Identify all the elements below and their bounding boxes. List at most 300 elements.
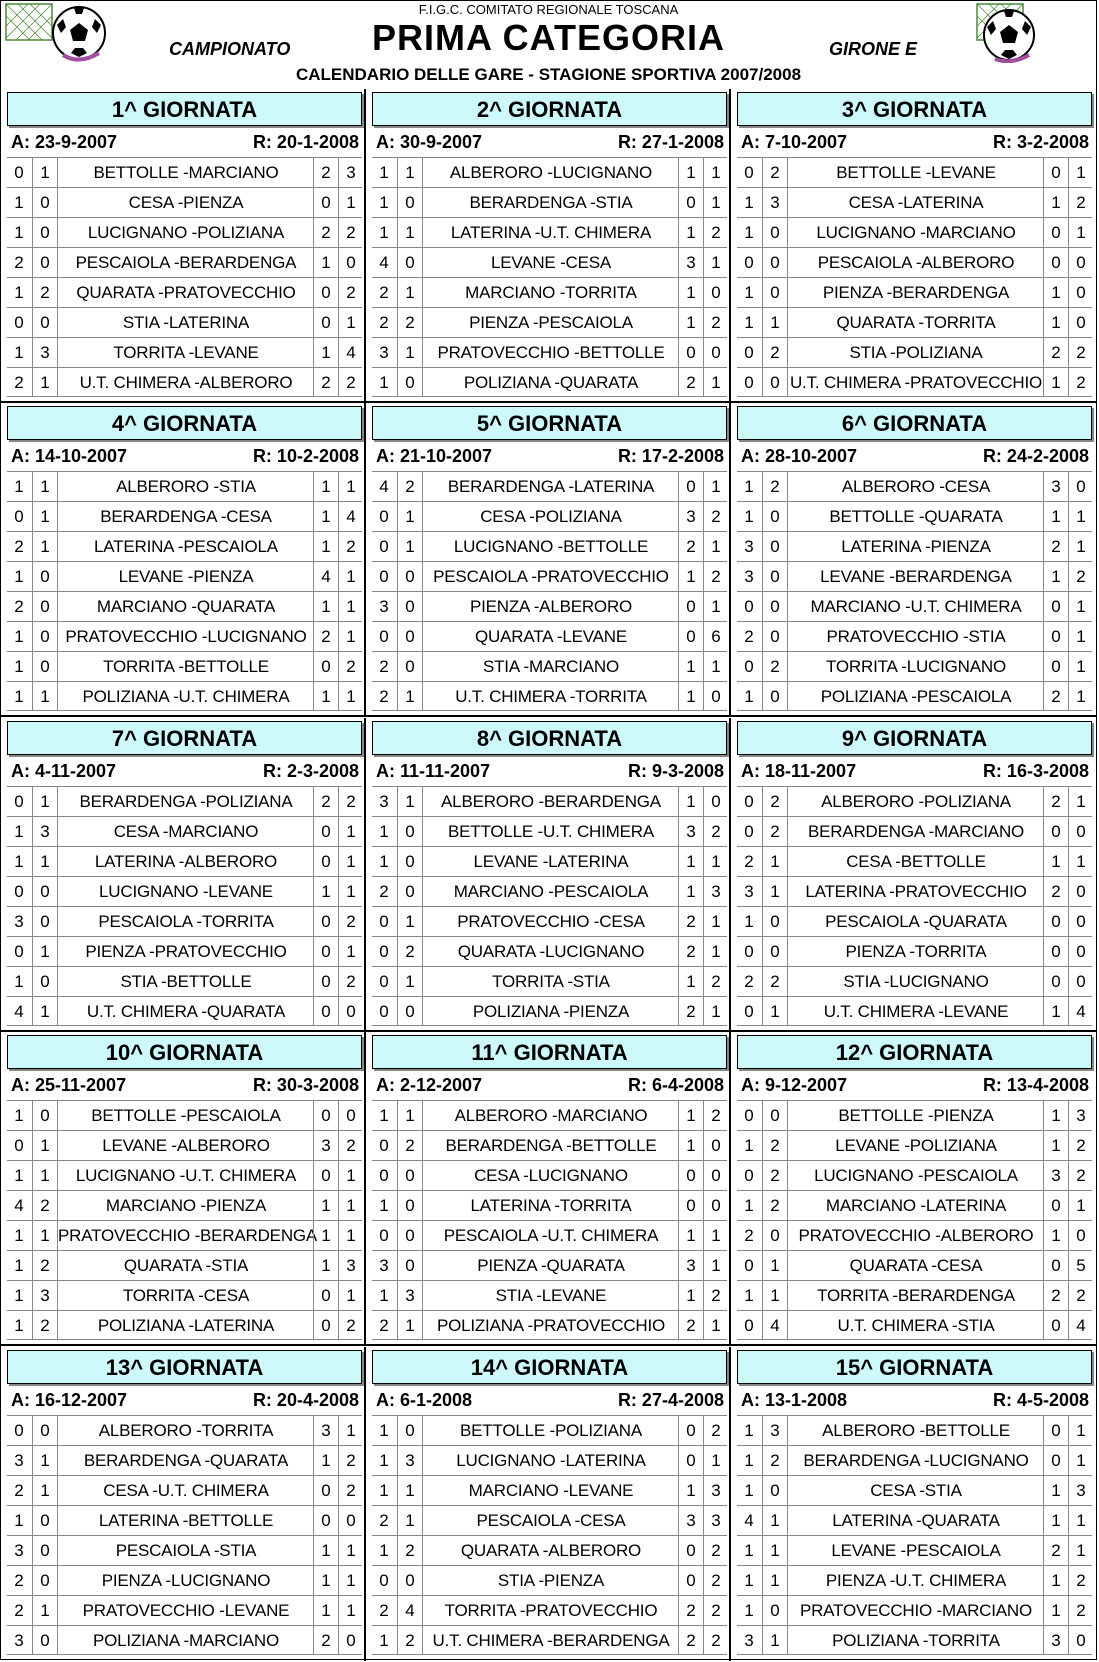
match-row (737, 996, 1092, 1026)
ritorno-away-score: 2 (338, 218, 363, 247)
giornata-title: 15^ GIORNATA (737, 1350, 1092, 1384)
campionato-label: CAMPIONATO (169, 39, 291, 59)
andata-away-score: 1 (397, 338, 422, 367)
match-teams: POLIZIANA -QUARATA (422, 368, 679, 397)
andata-away-score: 2 (762, 1446, 787, 1475)
ritorno-away-score: 0 (1068, 472, 1093, 501)
ritorno-home-score: 0 (1043, 1251, 1068, 1280)
andata-home-score: 1 (14, 627, 24, 647)
match-row (372, 1220, 727, 1250)
match-teams: POLIZIANA -PESCAIOLA (787, 682, 1044, 711)
andata-away-score: 0 (762, 532, 787, 561)
ritorno-home-score: 2 (313, 218, 338, 247)
match-row (7, 471, 362, 501)
match-row (737, 651, 1092, 681)
andata-home-score: 1 (744, 1540, 754, 1560)
andata-home-score: 3 (744, 881, 754, 901)
andata-home-score: 2 (379, 1510, 389, 1530)
ritorno-away-score: 2 (338, 967, 363, 996)
ritorno-home-score: 1 (678, 967, 703, 996)
andata-away-score: 1 (762, 847, 787, 876)
ritorno-home-score: 1 (1043, 1476, 1068, 1505)
match-row (372, 561, 727, 591)
andata-home-score: 1 (14, 851, 24, 871)
ritorno-home-score: 0 (1043, 1311, 1068, 1340)
ritorno-away-score: 1 (338, 1416, 363, 1445)
ritorno-away-score: 2 (1068, 1131, 1093, 1160)
match-teams: ALBERORO -POLIZIANA (787, 787, 1044, 816)
match-row (372, 786, 727, 816)
andata-home-score: 1 (379, 1286, 389, 1306)
andata-home-score: 0 (14, 941, 24, 961)
andata-away-score: 1 (397, 1476, 422, 1505)
match-row (372, 1475, 727, 1505)
ritorno-away-score: 2 (703, 218, 728, 247)
ritorno-home-score: 3 (678, 248, 703, 277)
andata-away-score: 1 (397, 787, 422, 816)
andata-home-score: 1 (744, 687, 754, 707)
ritorno-home-score: 1 (678, 652, 703, 681)
girone-label: GIRONE E (829, 39, 918, 59)
andata-date: A: 25-11-2007 (11, 1075, 127, 1096)
match-teams: PIENZA -PRATOVECCHIO (57, 937, 314, 966)
andata-away-score: 1 (32, 1131, 57, 1160)
andata-away-score: 0 (397, 622, 422, 651)
andata-home-score: 0 (744, 1316, 754, 1336)
ritorno-home-score: 0 (313, 308, 338, 337)
ritorno-home-score: 0 (1043, 967, 1068, 996)
andata-home-score: 1 (744, 1420, 754, 1440)
match-row (7, 1415, 362, 1445)
andata-home-score: 2 (744, 1226, 754, 1246)
andata-away-score: 0 (762, 502, 787, 531)
andata-home-score: 4 (744, 1510, 754, 1530)
ritorno-home-score: 1 (313, 502, 338, 531)
match-teams: MARCIANO -LATERINA (787, 1191, 1044, 1220)
ritorno-home-score: 3 (1043, 1161, 1068, 1190)
andata-away-score: 0 (32, 1416, 57, 1445)
andata-date: A: 23-9-2007 (11, 132, 118, 152)
ritorno-away-score: 4 (1068, 997, 1093, 1026)
andata-away-score: 0 (32, 907, 57, 936)
andata-home-score: 0 (14, 1136, 24, 1156)
match-teams: PRATOVECCHIO -MARCIANO (787, 1596, 1044, 1625)
ritorno-date: R: 6-4-2008 (627, 1075, 724, 1096)
match-row (372, 846, 727, 876)
giornata-dates (737, 758, 1089, 784)
match-list (7, 786, 362, 1026)
ritorno-home-score: 1 (313, 248, 338, 277)
match-row (372, 277, 727, 307)
ritorno-away-score: 2 (703, 562, 728, 591)
ritorno-away-score: 0 (1068, 248, 1093, 277)
match-teams: U.T. CHIMERA -LEVANE (787, 997, 1044, 1026)
andata-home-score: 1 (14, 1226, 24, 1246)
match-list (737, 471, 1092, 711)
ritorno-away-score: 2 (338, 1476, 363, 1505)
match-row (7, 561, 362, 591)
match-list (737, 786, 1092, 1026)
andata-home-score: 1 (14, 223, 24, 242)
match-teams: BETTOLLE -MARCIANO (57, 158, 314, 187)
match-teams: LUCIGNANO -BETTOLLE (422, 532, 679, 561)
andata-away-score: 0 (32, 562, 57, 591)
andata-home-score: 1 (14, 193, 24, 212)
match-teams: MARCIANO -PESCAIOLA (422, 877, 679, 906)
match-teams: PIENZA -U.T. CHIMERA (787, 1566, 1044, 1595)
andata-home-score: 0 (379, 941, 389, 961)
match-row (737, 247, 1092, 277)
match-teams: MARCIANO -PIENZA (57, 1191, 314, 1220)
giornata-dates (737, 129, 1089, 155)
andata-home-score: 0 (744, 1001, 754, 1021)
ritorno-home-score: 1 (1043, 847, 1068, 876)
giornata-dates (372, 758, 724, 784)
ritorno-away-score: 1 (703, 592, 728, 621)
andata-home-score: 0 (14, 1420, 24, 1440)
andata-home-score: 2 (379, 1600, 389, 1620)
andata-away-score: 1 (397, 158, 422, 187)
giornata-title: 5^ GIORNATA (372, 406, 727, 440)
ritorno-home-score: 1 (1043, 1506, 1068, 1535)
andata-home-score: 1 (379, 373, 389, 392)
match-row (372, 471, 727, 501)
andata-away-score: 0 (32, 877, 57, 906)
ritorno-away-score: 1 (338, 622, 363, 651)
match-row (737, 1535, 1092, 1565)
ritorno-away-score: 2 (338, 652, 363, 681)
match-teams: POLIZIANA -PRATOVECCHIO (422, 1311, 679, 1340)
andata-home-score: 0 (379, 537, 389, 557)
ritorno-date: R: 2-3-2008 (262, 760, 359, 781)
andata-away-score: 4 (397, 1596, 422, 1625)
match-row (7, 307, 362, 337)
match-row (7, 1445, 362, 1475)
andata-away-score: 0 (762, 622, 787, 651)
match-row (737, 1595, 1092, 1625)
ritorno-away-score: 0 (703, 278, 728, 307)
ritorno-home-score: 3 (313, 1416, 338, 1445)
ritorno-date: R: 17-2-2008 (617, 446, 724, 467)
match-row (7, 876, 362, 906)
ritorno-home-score: 2 (1043, 877, 1068, 906)
ritorno-home-score: 1 (1043, 562, 1068, 591)
match-teams: BERARDENGA -MARCIANO (787, 817, 1044, 846)
giornata-title: 14^ GIORNATA (372, 1350, 727, 1384)
andata-home-score: 1 (14, 1316, 24, 1336)
ritorno-away-score: 2 (703, 1596, 728, 1625)
ritorno-date: R: 27-4-2008 (617, 1389, 724, 1410)
match-teams: POLIZIANA -TORRITA (787, 1626, 1044, 1655)
match-row (372, 966, 727, 996)
andata-away-score: 1 (32, 997, 57, 1026)
andata-away-score: 1 (762, 1281, 787, 1310)
andata-home-score: 1 (14, 477, 24, 497)
match-teams: PESCAIOLA -BERARDENGA (57, 248, 314, 277)
match-teams: BETTOLLE -PIENZA (787, 1101, 1044, 1130)
andata-home-score: 2 (379, 687, 389, 707)
match-teams: LEVANE -PESCAIOLA (787, 1536, 1044, 1565)
andata-home-score: 3 (379, 597, 389, 617)
match-row (372, 651, 727, 681)
andata-date: A: 7-10-2007 (741, 132, 848, 152)
andata-home-score: 3 (744, 537, 754, 557)
header (1, 1, 1096, 89)
ritorno-home-score: 1 (313, 1446, 338, 1475)
match-teams: STIA -MARCIANO (422, 652, 679, 681)
ritorno-home-score: 2 (678, 997, 703, 1026)
andata-home-score: 0 (379, 627, 389, 647)
ritorno-home-score: 1 (678, 787, 703, 816)
andata-date: A: 16-12-2007 (11, 1389, 128, 1410)
ritorno-home-score: 1 (313, 338, 338, 367)
ritorno-home-score: 2 (678, 907, 703, 936)
ritorno-away-score: 2 (703, 1416, 728, 1445)
giornata-title: 11^ GIORNATA (372, 1035, 727, 1069)
ritorno-away-score: 1 (338, 937, 363, 966)
ritorno-home-score: 1 (678, 158, 703, 187)
ritorno-home-score: 1 (1043, 1131, 1068, 1160)
ritorno-away-score: 0 (1068, 937, 1093, 966)
match-teams: POLIZIANA -MARCIANO (57, 1626, 314, 1655)
giornata-block (366, 1347, 731, 1661)
andata-away-score: 0 (762, 1476, 787, 1505)
match-teams: LATERINA -BETTOLLE (57, 1506, 314, 1535)
giornata-dates (372, 1072, 724, 1098)
ritorno-away-score: 1 (338, 847, 363, 876)
ritorno-home-score: 2 (1043, 1281, 1068, 1310)
ritorno-away-score: 1 (703, 907, 728, 936)
andata-home-score: 1 (744, 1196, 754, 1216)
ritorno-date: R: 16-3-2008 (982, 760, 1089, 781)
andata-away-score: 2 (762, 1161, 787, 1190)
giornata-title: 9^ GIORNATA (737, 721, 1092, 755)
andata-home-score: 1 (379, 1106, 389, 1126)
ritorno-home-score: 1 (678, 1221, 703, 1250)
ritorno-away-score: 2 (703, 1536, 728, 1565)
andata-away-score: 0 (397, 1221, 422, 1250)
andata-away-score: 1 (397, 1506, 422, 1535)
fixtures-grid (1, 89, 1098, 1661)
match-teams: TORRITA -PRATOVECCHIO (422, 1596, 679, 1625)
andata-home-score: 0 (14, 163, 24, 182)
andata-home-score: 1 (379, 1540, 389, 1560)
ritorno-away-score: 1 (338, 188, 363, 217)
andata-away-score: 3 (32, 817, 57, 846)
andata-away-score: 0 (32, 1101, 57, 1130)
ritorno-away-score: 5 (1068, 1251, 1093, 1280)
andata-away-score: 0 (762, 248, 787, 277)
match-teams: BETTOLLE -PESCAIOLA (57, 1101, 314, 1130)
match-row (7, 337, 362, 367)
andata-home-score: 1 (379, 1196, 389, 1216)
ritorno-away-score: 2 (1068, 368, 1093, 397)
ritorno-home-score: 0 (313, 1101, 338, 1130)
ritorno-home-score: 0 (678, 592, 703, 621)
andata-away-score: 0 (32, 1536, 57, 1565)
ritorno-home-score: 1 (678, 562, 703, 591)
ritorno-home-score: 0 (678, 1191, 703, 1220)
match-teams: BETTOLLE -U.T. CHIMERA (422, 817, 679, 846)
ritorno-away-score: 2 (338, 532, 363, 561)
match-teams: LUCIGNANO -POLIZIANA (57, 218, 314, 247)
ritorno-home-score: 1 (1043, 1221, 1068, 1250)
match-row (7, 1505, 362, 1535)
match-list (737, 1415, 1092, 1655)
andata-home-score: 3 (14, 1540, 24, 1560)
ritorno-home-score: 0 (313, 1281, 338, 1310)
match-teams: MARCIANO -QUARATA (57, 592, 314, 621)
andata-home-score: 2 (14, 253, 24, 272)
ritorno-home-score: 0 (313, 1506, 338, 1535)
match-list (7, 471, 362, 711)
giornata-title: 13^ GIORNATA (7, 1350, 362, 1384)
match-teams: POLIZIANA -LATERINA (57, 1311, 314, 1340)
match-row (7, 591, 362, 621)
match-row (7, 1250, 362, 1280)
andata-home-score: 1 (744, 1600, 754, 1620)
andata-home-score: 1 (379, 1480, 389, 1500)
andata-away-score: 1 (32, 1161, 57, 1190)
match-row (7, 621, 362, 651)
match-row (737, 591, 1092, 621)
andata-away-score: 0 (762, 592, 787, 621)
match-row (7, 651, 362, 681)
match-list (372, 786, 727, 1026)
match-row (737, 1130, 1092, 1160)
ritorno-home-score: 1 (313, 472, 338, 501)
ritorno-date: R: 20-1-2008 (252, 132, 359, 152)
match-teams: MARCIANO -U.T. CHIMERA (787, 592, 1044, 621)
andata-away-score: 0 (397, 997, 422, 1026)
ritorno-home-score: 3 (1043, 1626, 1068, 1655)
andata-away-score: 1 (397, 218, 422, 247)
match-teams: PIENZA -TORRITA (787, 937, 1044, 966)
andata-away-score: 0 (32, 1626, 57, 1655)
andata-away-score: 0 (397, 248, 422, 277)
ritorno-home-score: 1 (678, 1101, 703, 1130)
match-row (737, 277, 1092, 307)
match-row (7, 966, 362, 996)
match-teams: CESA -PIENZA (57, 188, 314, 217)
match-row (7, 187, 362, 217)
ritorno-home-score: 1 (313, 1251, 338, 1280)
ritorno-away-score: 1 (703, 188, 728, 217)
match-row (7, 1220, 362, 1250)
ritorno-home-score: 0 (313, 1311, 338, 1340)
match-teams: LEVANE -CESA (422, 248, 679, 277)
ritorno-away-score: 2 (338, 368, 363, 397)
ritorno-home-score: 1 (313, 592, 338, 621)
ritorno-home-score: 1 (1043, 368, 1068, 397)
giornata-dates (372, 129, 724, 155)
match-row (737, 1475, 1092, 1505)
andata-away-score: 1 (762, 308, 787, 337)
andata-home-score: 0 (744, 791, 754, 811)
andata-away-score: 1 (397, 907, 422, 936)
andata-home-score: 1 (744, 1136, 754, 1156)
ritorno-away-score: 1 (338, 562, 363, 591)
ritorno-away-score: 1 (338, 1281, 363, 1310)
andata-date: A: 6-1-2008 (376, 1389, 473, 1410)
ritorno-home-score: 1 (678, 278, 703, 307)
andata-home-score: 2 (14, 1600, 24, 1620)
giornata-title: 12^ GIORNATA (737, 1035, 1092, 1069)
match-row (7, 1310, 362, 1340)
ritorno-date: R: 27-1-2008 (617, 132, 724, 152)
ritorno-away-score: 1 (1068, 592, 1093, 621)
match-row (372, 1625, 727, 1655)
ritorno-home-score: 0 (678, 1536, 703, 1565)
andata-away-score: 3 (32, 1281, 57, 1310)
andata-home-score: 1 (379, 851, 389, 871)
andata-away-score: 1 (32, 1476, 57, 1505)
andata-home-score: 1 (14, 657, 24, 677)
match-teams: U.T. CHIMERA -BERARDENGA (422, 1626, 679, 1655)
ritorno-away-score: 1 (1068, 218, 1093, 247)
ritorno-away-score: 2 (703, 967, 728, 996)
ritorno-away-score: 2 (1068, 1161, 1093, 1190)
match-row (7, 1475, 362, 1505)
ritorno-away-score: 1 (1068, 158, 1093, 187)
ritorno-away-score: 1 (338, 877, 363, 906)
andata-away-score: 1 (32, 368, 57, 397)
match-list (372, 1415, 727, 1655)
match-teams: LATERINA -ALBERORO (57, 847, 314, 876)
match-teams: PRATOVECCHIO -CESA (422, 907, 679, 936)
match-list (7, 1415, 362, 1655)
match-teams: PRATOVECCHIO -BERARDENGA (57, 1221, 314, 1250)
match-row (737, 1250, 1092, 1280)
andata-away-score: 1 (32, 532, 57, 561)
andata-away-score: 1 (32, 1221, 57, 1250)
match-teams: LATERINA -PESCAIOLA (57, 532, 314, 561)
match-teams: LUCIGNANO -U.T. CHIMERA (57, 1161, 314, 1190)
match-row (737, 621, 1092, 651)
match-teams: PIENZA -ALBERORO (422, 592, 679, 621)
ritorno-away-score: 1 (338, 592, 363, 621)
ritorno-away-score: 1 (703, 997, 728, 1026)
match-teams: ALBERORO -CESA (787, 472, 1044, 501)
match-row (372, 1280, 727, 1310)
andata-away-score: 4 (762, 1311, 787, 1340)
ritorno-away-score: 0 (338, 1626, 363, 1655)
andata-away-score: 0 (397, 1566, 422, 1595)
match-row (372, 816, 727, 846)
match-teams: PESCAIOLA -PRATOVECCHIO (422, 562, 679, 591)
andata-home-score: 2 (14, 373, 24, 392)
match-teams: BERARDENGA -QUARATA (57, 1446, 314, 1475)
andata-away-score: 1 (397, 1101, 422, 1130)
ritorno-home-score: 4 (313, 562, 338, 591)
match-row (737, 1505, 1092, 1535)
match-row (7, 1160, 362, 1190)
andata-home-score: 0 (744, 1106, 754, 1126)
match-row (737, 1190, 1092, 1220)
andata-home-score: 2 (744, 851, 754, 871)
andata-home-score: 4 (14, 1196, 24, 1216)
ritorno-away-score: 3 (703, 1476, 728, 1505)
match-teams: QUARATA -CESA (787, 1251, 1044, 1280)
match-row (7, 247, 362, 277)
giornata-block (366, 89, 731, 403)
match-list (372, 157, 727, 397)
match-row (737, 681, 1092, 711)
match-row (737, 1415, 1092, 1445)
andata-away-score: 0 (397, 1191, 422, 1220)
match-teams: PESCAIOLA -U.T. CHIMERA (422, 1221, 679, 1250)
andata-home-score: 1 (744, 223, 754, 242)
